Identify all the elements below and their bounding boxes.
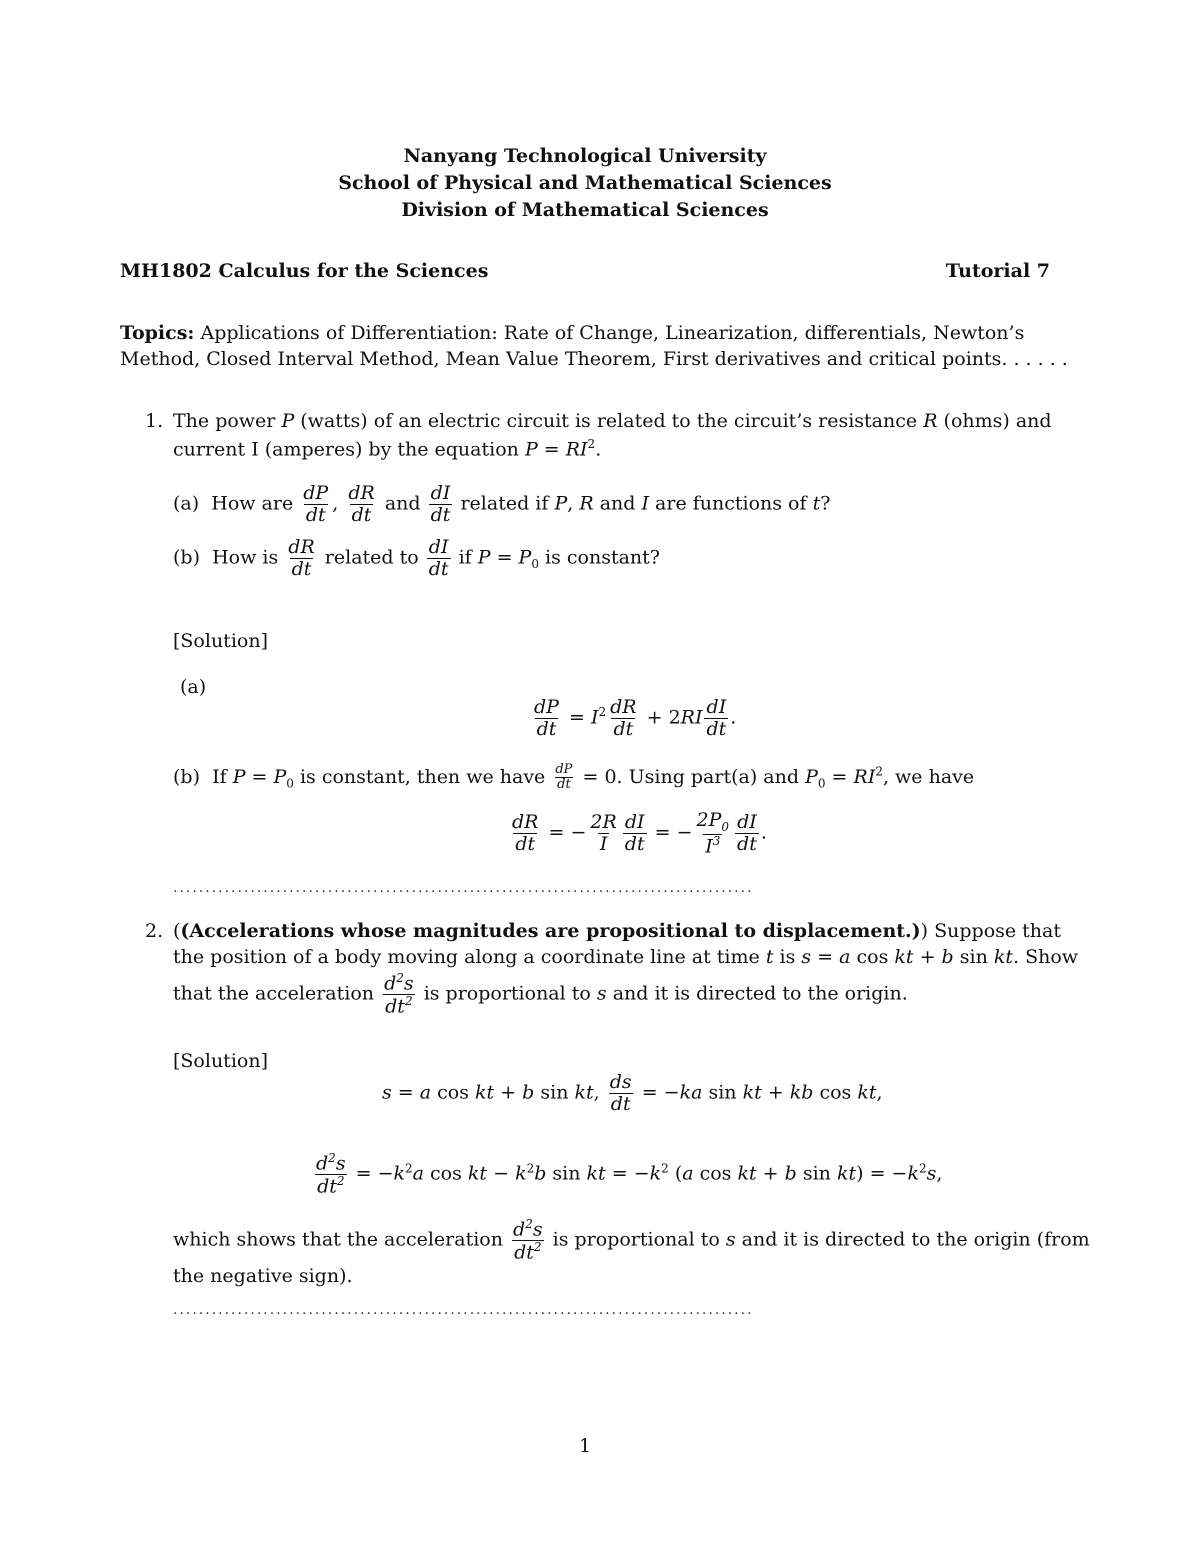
part-a-text: and bbox=[599, 492, 636, 515]
topics-text-1: Applications of Differentiation: Rate of Change, Linearization, differentials, Newton’s bbox=[200, 322, 1025, 344]
topics-line-1 bbox=[120, 322, 1024, 344]
q1-text: The power bbox=[173, 410, 282, 432]
sol-b-text: If bbox=[212, 765, 227, 788]
equation-d2s: $\frac{d^2s}{dt^2}$ = $-k^2a$ cos kt − $k^2b$ sin kt = $-k^2$ (a cos kt + b $\sin kt) = -k^2s$, bbox=[316, 1151, 943, 1198]
university-name: Nanyang Technological University bbox=[403, 145, 767, 167]
equation-dR-dt: $\frac{dR}{dt}$ = − $\frac{2R}{I}$ $\frac{dI}{dt}$ = − $\frac{2P_0}{I^3}$ $\frac{dI}{dt}$ . bbox=[512, 809, 767, 858]
equation-s-ds: s = a cos kt + b sin kt, $\frac{ds}{dt}$ = −ka sin kt + kb cos kt, bbox=[382, 1071, 883, 1115]
topics-label: Topics: bbox=[120, 322, 195, 344]
part-a-text: are functions of bbox=[655, 492, 807, 515]
fraction-dR-dt: $\frac{dR}{dt}$ bbox=[348, 482, 375, 526]
divider-1: .......................................................................................... bbox=[173, 880, 754, 896]
fraction-dI-dt: $\frac{dI}{dt}$ bbox=[430, 482, 451, 526]
question-2-line-3: that the acceleration $\frac{d^2s}{dt^2}$ is proportional to s and it is directed to the origin. bbox=[173, 971, 908, 1018]
question-1-part-a: (a) How are $\frac{dP}{dt}$ , $\frac{dR}{dt}$ and $\frac{dI}{dt}$ related if P, R and I are functions of t? bbox=[173, 482, 831, 526]
solution-2-conclusion-1: which shows that the acceleration $\frac{d^2s}{dt^2}$ is proportional to s and it is directed to the origin (from bbox=[173, 1217, 1090, 1264]
solution-1-a-label: (a) bbox=[180, 676, 207, 698]
divider-2: .......................................................................................... bbox=[173, 1302, 754, 1318]
fraction-dI-dt: $\frac{dI}{dt}$ bbox=[428, 536, 449, 580]
topics-line-2: Method, Closed Interval Method, Mean Value Theorem, First derivatives and critical points. . . . . . bbox=[120, 348, 1068, 370]
question-1-number: 1. bbox=[145, 410, 164, 432]
q2-text: that the acceleration bbox=[173, 982, 375, 1005]
sol-b-text: = 0. Using part(a) and bbox=[582, 765, 800, 788]
equation-dP-dt: $\frac{dP}{dt}$ = $I^2$ $\frac{dR}{dt}$ + 2RI $\frac{dI}{dt}$ . bbox=[534, 696, 737, 740]
part-b-text: related to bbox=[324, 546, 419, 569]
question-2-line-1: ((Accelerations whose magnitudes are propositional to displacement.)) Suppose that bbox=[173, 920, 1062, 942]
solution-1-label: [Solution] bbox=[173, 630, 268, 652]
part-a-text: related if bbox=[460, 492, 549, 515]
question-1-line-1: The power P (watts) of an electric circuit is related to the circuit’s resistance R (ohms) and bbox=[173, 410, 1052, 432]
q1-text: (watts) of an electric circuit is related to the circuit’s resistance bbox=[294, 410, 924, 432]
solution-1-part-b: (b) If $P = P_0$ is constant, then we have $\frac{dP}{dt}$ = 0. Using part(a) and $P_0 = RI^2$, we have bbox=[173, 762, 975, 793]
part-b-label: (b) bbox=[173, 546, 200, 569]
sol-b-label: (b) bbox=[173, 765, 200, 788]
course-title: MH1802 Calculus for the Sciences bbox=[120, 260, 489, 282]
q2-text: is proportional to bbox=[552, 1228, 720, 1251]
q2-text: and it is directed to the origin (from bbox=[741, 1228, 1090, 1251]
page-number: 1 bbox=[578, 1435, 592, 1457]
tutorial-number: Tutorial 7 bbox=[945, 260, 1050, 282]
q2-text: and it is directed to the origin. bbox=[612, 982, 908, 1005]
q1-text: (ohms) and bbox=[937, 410, 1052, 432]
question-1-line-2: current I (amperes) by the equation $P = RI^2$. bbox=[173, 437, 602, 461]
part-a-text: and bbox=[384, 492, 421, 515]
question-2-number: 2. bbox=[145, 920, 164, 942]
division-name: Division of Mathematical Sciences bbox=[401, 199, 769, 221]
q2-text: is bbox=[779, 946, 796, 968]
q2-text: . Show bbox=[1013, 946, 1079, 968]
part-a-text: How are bbox=[211, 492, 294, 515]
school-name: School of Physical and Mathematical Sciences bbox=[338, 172, 832, 194]
question-2-line-2: the position of a body moving along a coordinate line at time t is s = a cos kt + b sin kt. Show bbox=[173, 946, 1079, 968]
question-1-part-b: (b) How is $\frac{dR}{dt}$ related to $\frac{dI}{dt}$ if $P = P_0$ is constant? bbox=[173, 536, 660, 580]
part-b-text: if bbox=[458, 546, 472, 569]
solution-2-conclusion-2: the negative sign). bbox=[173, 1265, 353, 1287]
q1-text: current I (amperes) by the equation bbox=[173, 438, 525, 461]
part-a-label: (a) bbox=[173, 492, 200, 515]
part-b-text: How is bbox=[212, 546, 279, 569]
q2-text: Suppose that bbox=[934, 920, 1062, 942]
solution-2-label: [Solution] bbox=[173, 1050, 268, 1072]
sol-b-text: , we have bbox=[882, 765, 975, 788]
q2-text: the position of a body moving along a coordinate line at time bbox=[173, 946, 760, 968]
question-2-title: (Accelerations whose magnitudes are propositional to displacement.) bbox=[180, 920, 921, 942]
q2-text: is proportional to bbox=[423, 982, 591, 1005]
q2-text: which shows that the acceleration bbox=[173, 1228, 503, 1251]
fraction-dP-dt: $\frac{dP}{dt}$ bbox=[303, 482, 329, 526]
part-b-text: is constant? bbox=[545, 546, 660, 569]
fraction-dR-dt: $\frac{dR}{dt}$ bbox=[288, 536, 315, 580]
sol-b-text: is constant, then we have bbox=[299, 765, 546, 788]
